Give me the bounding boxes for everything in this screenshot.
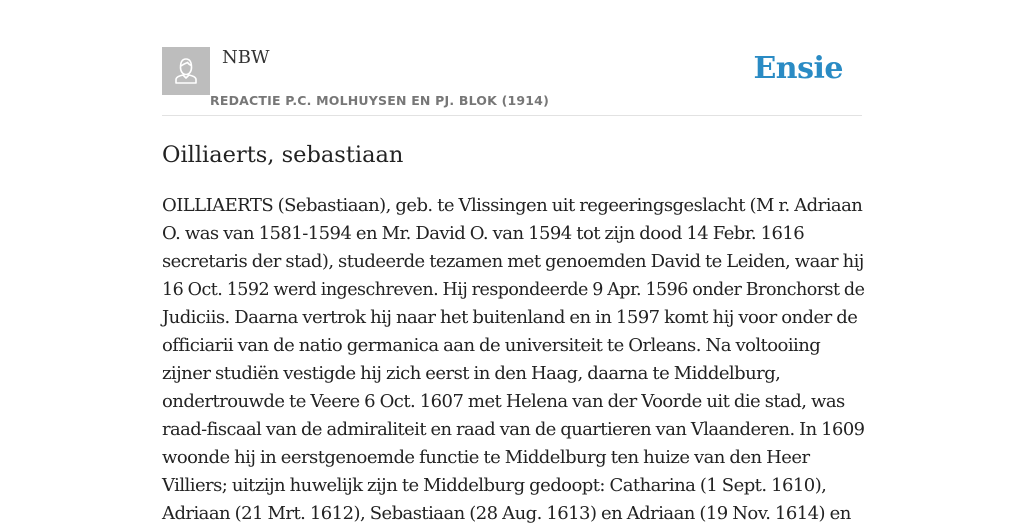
author-name[interactable]: NBW: [222, 47, 270, 68]
body-line: O. was van 1581-1594 en Mr. David O. van 1594 tot zijn dood 14 Febr. 1616: [162, 223, 805, 244]
article-title: Oilliaerts, sebastiaan: [162, 142, 404, 168]
body-line: officiarii van de natio germanica aan de universiteit te Orleans. Na voltooiing: [162, 335, 821, 356]
user-icon[interactable]: [162, 47, 210, 95]
body-line: Judiciis. Daarna vertrok hij naar het buitenland en in 1597 komt hij voor onder de: [162, 307, 858, 328]
body-line: raad-fiscaal van de admiraliteit en raad van de quartieren van Vlaanderen. In 1609: [162, 419, 865, 440]
body-line: 16 Oct. 1592 werd ingeschreven. Hij respondeerde 9 Apr. 1596 onder Bronchorst de: [162, 279, 865, 300]
body-line: zijner studiën vestigde hij zich eerst in den Haag, daarna te Middelburg,: [162, 363, 781, 384]
article-header: [162, 0, 862, 116]
article-body: [162, 192, 864, 528]
body-line: ondertrouwde te Veere 6 Oct. 1607 met Helena van der Voorde uit die stad, was: [162, 391, 845, 412]
body-line: OILLIAERTS (Sebastiaan), geb. te Vlissingen uit regeeringsgeslacht (M r. Adriaan: [162, 195, 863, 216]
author-subtitle: REDACTIE P.C. MOLHUYSEN EN PJ. BLOK (1914): [210, 93, 549, 108]
body-line: Adriaan (21 Mrt. 1612), Sebastiaan (28 Aug. 1613) en Adriaan (19 Nov. 1614) en: [162, 503, 851, 524]
body-line: Villiers; uitzijn huwelijk zijn te Middelburg gedoopt: Catharina (1 Sept. 1610),: [162, 475, 827, 496]
content-container: [162, 0, 865, 524]
body-line: secretaris der stad), studeerde tezamen met genoemden David te Leiden, waar hij: [162, 251, 864, 272]
brand-logo[interactable]: Ensie: [753, 51, 843, 86]
body-line: woonde hij in eerstgenoemde functie te Middelburg ten huize van den Heer: [162, 447, 810, 468]
